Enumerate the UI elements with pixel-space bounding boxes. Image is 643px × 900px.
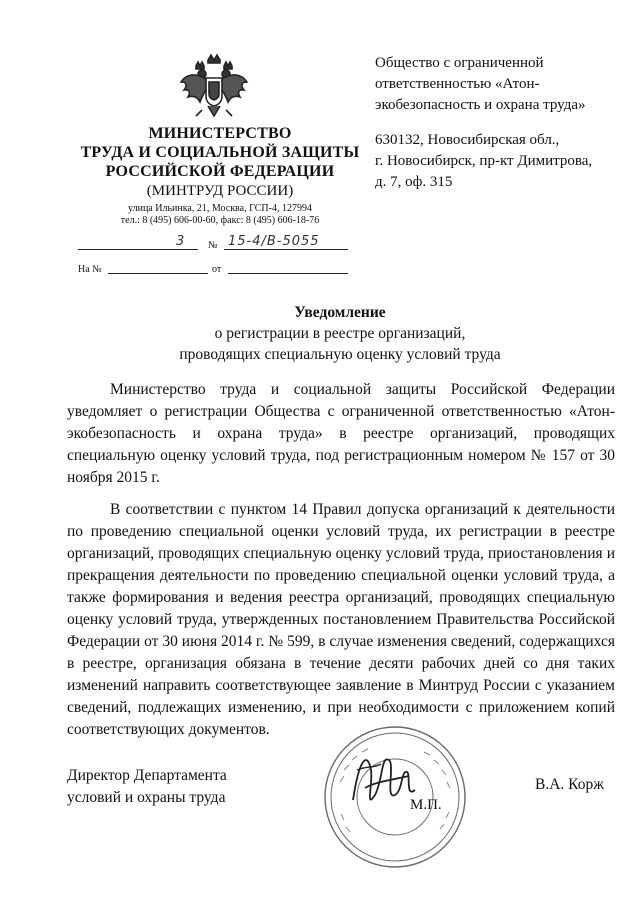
outgoing-number-handwritten: 15-4/В-5055 [228,234,320,249]
signatory-position [67,765,227,809]
body-paragraph-1: Министерство труда и социальной защиты Российской Федерации уведомляет о регистрации Общества с ограниченной ответственностью «Атон-экобезопасность и охрана труда» в реестре организаций, проводящих специальную оценку условий труда, под регистрационным номером № 157 от 30 ноября 2015 г. [67,381,615,486]
recipient-org-line2: ответственностью «Атон- [375,76,540,92]
recipient-org-line3: экобезопасность и охрана труда» [375,97,586,113]
recipient-address-line2: г. Новосибирск, пр-кт Димитрова, [375,153,593,169]
ministry-contacts [70,203,370,227]
ministry-phones: тел.: 8 (495) 606-00-60, факс: 8 (495) 606-18-76 [120,215,320,226]
document-body [67,379,615,741]
document-title: Уведомление [294,304,386,321]
document-heading [120,303,560,365]
recipient-block [375,53,625,193]
ministry-address: улица Ильинка, 21, Москва, ГСП-4, 127994 [128,203,312,214]
document-subtitle-line1: о регистрации в реестре организаций, [214,325,466,342]
reply-date-label: от [212,264,222,275]
ministry-short-name: (МИНТРУД РОССИИ) [146,183,294,199]
recipient-address-line1: 630132, Новосибирская обл., [375,132,560,148]
recipient-address-line3: д. 7, оф. 315 [375,174,453,190]
outgoing-number-label: № [208,240,218,251]
signatory-position-line1: Директор Департамента [67,767,227,784]
ministry-header [70,124,370,200]
recipient-org-line1: Общество с ограниченной [375,55,544,71]
ministry-name-line3: РОССИЙСКОЙ ФЕДЕРАЦИИ [105,163,335,180]
ministry-name-line1: МИНИСТЕРСТВО [148,125,292,142]
coat-of-arms-emblem-icon [178,52,250,122]
outgoing-date-handwritten: 3 [176,234,186,249]
outgoing-registration-line [78,234,348,254]
signatory-name: В.А. Корж [535,776,604,793]
seal-place-mark: М.П. [410,797,442,813]
ministry-name-line2: ТРУДА И СОЦИАЛЬНОЙ ЗАЩИТЫ [80,144,360,161]
body-paragraph-2: В соответствии с пунктом 14 Правил допуска организаций к деятельности по проведению специальной оценки условий труда, их регистрации в реестре организаций, проводящих специальную оценку условий труда, приостановления и прекращения деятельности по проведению специальной оценки условий труда, а также формирования и ведения реестра организаций, проводящих специальную оценку условий труда, утвержденных постановлением Правительства Российской Федерации от 30 июня 2014 г. № 599, в случае изменения сведений, содержащихся в реестре, организация обязана в течение десяти рабочих дней со дня таких изменений направить соответствующее заявление в Минтруд России с указанием сведений, подлежащих изменению, и при необходимости с приложением копий соответствующих документов. [67,501,615,738]
reply-number-label: На № [78,264,102,275]
signatory-position-line2: условий и охраны труда [67,789,226,806]
document-subtitle-line2: проводящих специальную оценку условий труда [179,346,501,363]
reply-registration-line [78,258,348,278]
